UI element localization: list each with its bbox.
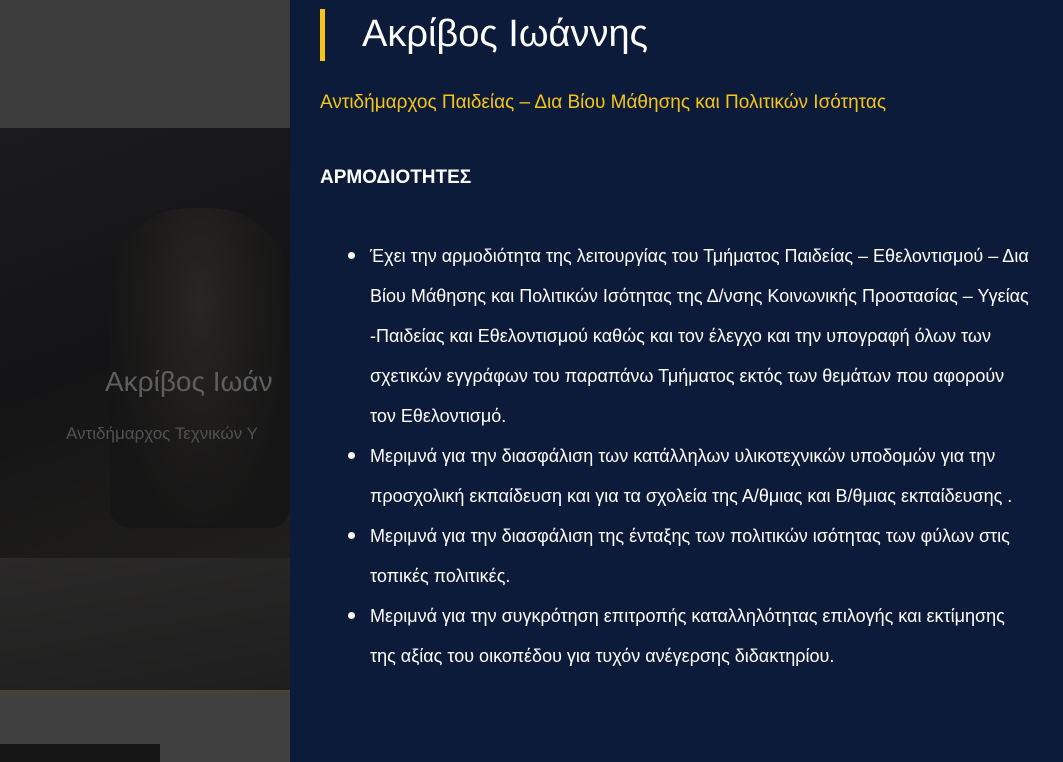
background-header-area [0, 0, 290, 128]
title-accent-bar [320, 9, 325, 61]
list-item-text: Μεριμνά για την διασφάλιση της ένταξης των πολιτικών ισότητας των φύλων στις τοπικές πολιτικές. [370, 526, 1010, 586]
panel-subtitle-role: Αντιδήμαρχος Παιδείας – Δια Βίου Μάθησης και Πολιτικών Ισότητας [320, 92, 887, 113]
responsibilities-list [370, 236, 1030, 676]
list-item [370, 236, 1030, 436]
bullet-icon [348, 452, 355, 459]
bullet-icon [348, 612, 355, 619]
background-person-card [0, 128, 290, 692]
panel-title: Ακρίβος Ιωάννης [362, 13, 648, 55]
list-item [370, 516, 1030, 596]
responsibilities-heading: ΑΡΜΟΔΙΟΤΗΤΕΣ [320, 167, 472, 188]
list-item-text: Μεριμνά για την διασφάλιση των κατάλληλων υλικοτεχνικών υποδομών για την προσχολική εκπαίδευση και για τα σχολεία της Α/θμιας και Β/θμιας εκπαίδευσης . [370, 446, 1013, 506]
list-item [370, 436, 1030, 516]
background-card-name: Ακρίβος Ιωάν [105, 366, 273, 397]
list-item-text: Έχει την αρμοδιότητα της λειτουργίας του Τμήματος Παιδείας – Εθελοντισμού – Δια Βίου Μάθησης και Πολιτικών Ισότητας της Δ/νσης Κοινωνικής Προστασίας – Υγείας -Παιδείας και Εθελοντισμού καθώς και τον έλεγχο και την υπογραφή όλων των σχετικών εγγράφων του παραπάνω Τμήματος εκτός των θεμάτων που αφορούν τον Εθελοντισμό. [370, 246, 1029, 426]
bullet-icon [348, 252, 355, 259]
bullet-icon [348, 532, 355, 539]
list-item-text: Μεριμνά για την συγκρότηση επιτροπής καταλληλότητας επιλογής και εκτίμησης της αξίας του οικοπέδου για τυχόν ανέγερσης διδακτηρίου. [370, 606, 1005, 666]
list-item [370, 596, 1030, 676]
background-photo-table [0, 558, 290, 692]
background-card-role: Αντιδήμαρχος Τεχνικών Υ [66, 424, 258, 443]
bio-side-panel [290, 0, 1063, 762]
background-next-card-edge [0, 744, 160, 762]
